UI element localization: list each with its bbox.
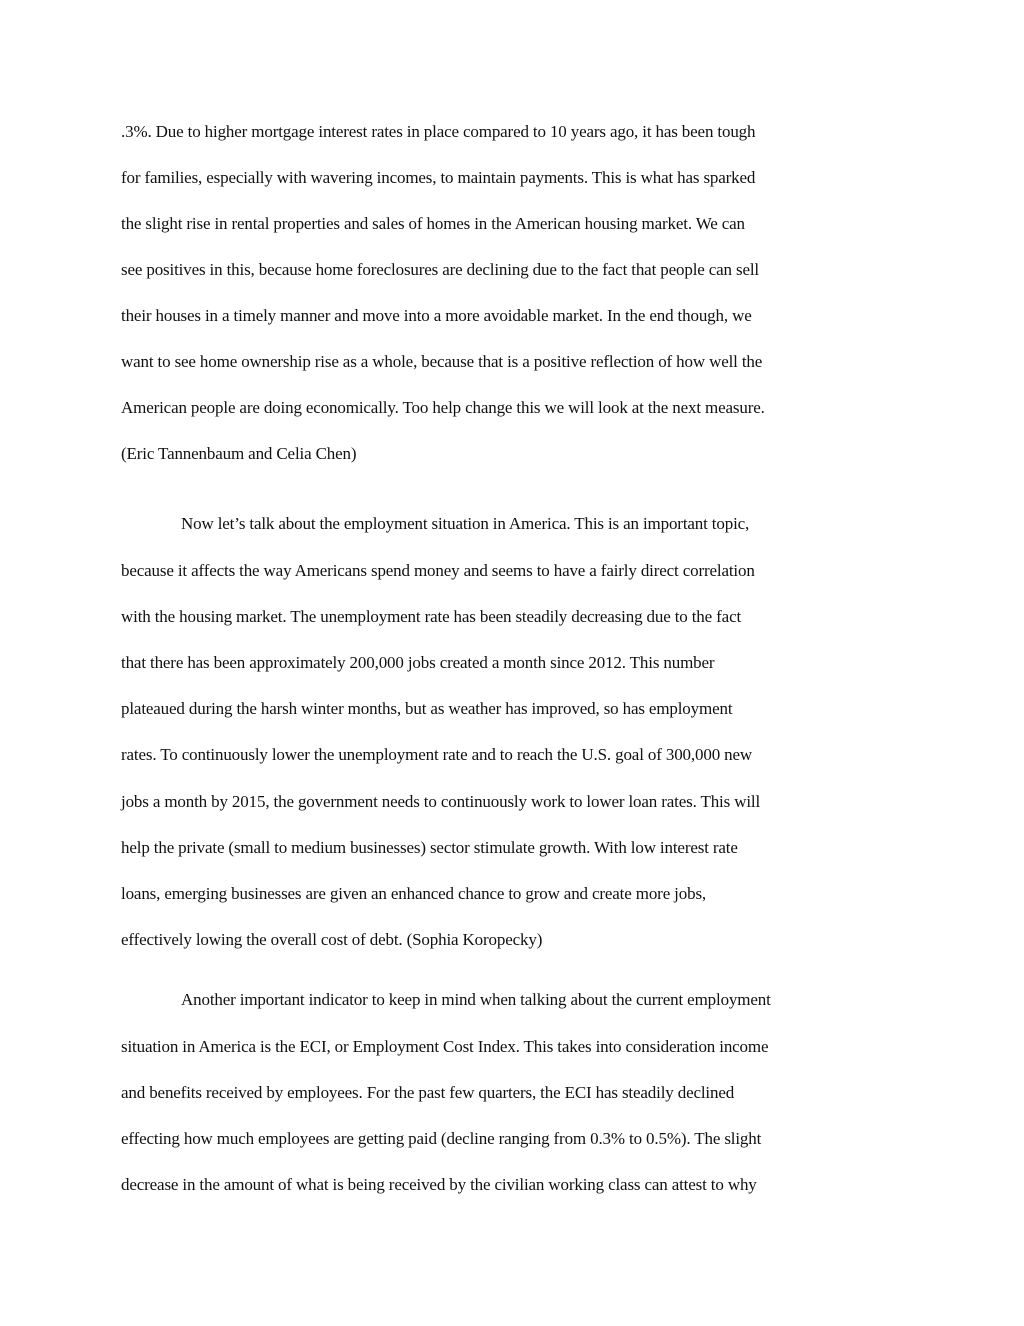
text-line: rates. To continuously lower the unemployment rate and to reach the U.S. goal of 300,000 new (121, 745, 753, 764)
text-line: for families, especially with wavering incomes, to maintain payments. This is what has sparked (121, 168, 756, 187)
text-line: loans, emerging businesses are given an enhanced chance to grow and create more jobs, (121, 884, 707, 903)
text-line: decrease in the amount of what is being received by the civilian working class can attest to why (121, 1175, 757, 1194)
citation-line: effectively lowing the overall cost of debt. (Sophia Koropecky) (121, 930, 543, 949)
text-line: their houses in a timely manner and move into a more avoidable market. In the end though, we (121, 306, 752, 325)
text-line: the slight rise in rental properties and sales of homes in the American housing market. We can (121, 214, 745, 233)
text-line: want to see home ownership rise as a whole, because that is a positive reflection of how well the (121, 352, 763, 371)
text-line: because it affects the way Americans spend money and seems to have a fairly direct correlation (121, 561, 755, 580)
text-line: American people are doing economically. Too help change this we will look at the next measure. (121, 398, 765, 417)
text-line: jobs a month by 2015, the government needs to continuously work to lower loan rates. This will (121, 792, 761, 811)
text-line: situation in America is the ECI, or Employment Cost Index. This takes into consideration income (121, 1037, 769, 1056)
text-line: .3%. Due to higher mortgage interest rates in place compared to 10 years ago, it has been tough (121, 122, 756, 141)
text-line: that there has been approximately 200,000 jobs created a month since 2012. This number (121, 653, 715, 672)
paragraph-first-line: Now let’s talk about the employment situation in America. This is an important topic, (181, 514, 750, 533)
text-line: plateaued during the harsh winter months, but as weather has improved, so has employment (121, 699, 733, 718)
text-line: see positives in this, because home foreclosures are declining due to the fact that people can sell (121, 260, 760, 279)
text-line: with the housing market. The unemployment rate has been steadily decreasing due to the fact (121, 607, 742, 626)
citation-line: (Eric Tannenbaum and Celia Chen) (121, 444, 357, 463)
text-line: help the private (small to medium businesses) sector stimulate growth. With low interest rate (121, 838, 738, 857)
paragraph-first-line: Another important indicator to keep in mind when talking about the current employment (181, 990, 771, 1009)
text-line: effecting how much employees are getting paid (decline ranging from 0.3% to 0.5%). The slight (121, 1129, 762, 1148)
text-line: and benefits received by employees. For the past few quarters, the ECI has steadily declined (121, 1083, 735, 1102)
